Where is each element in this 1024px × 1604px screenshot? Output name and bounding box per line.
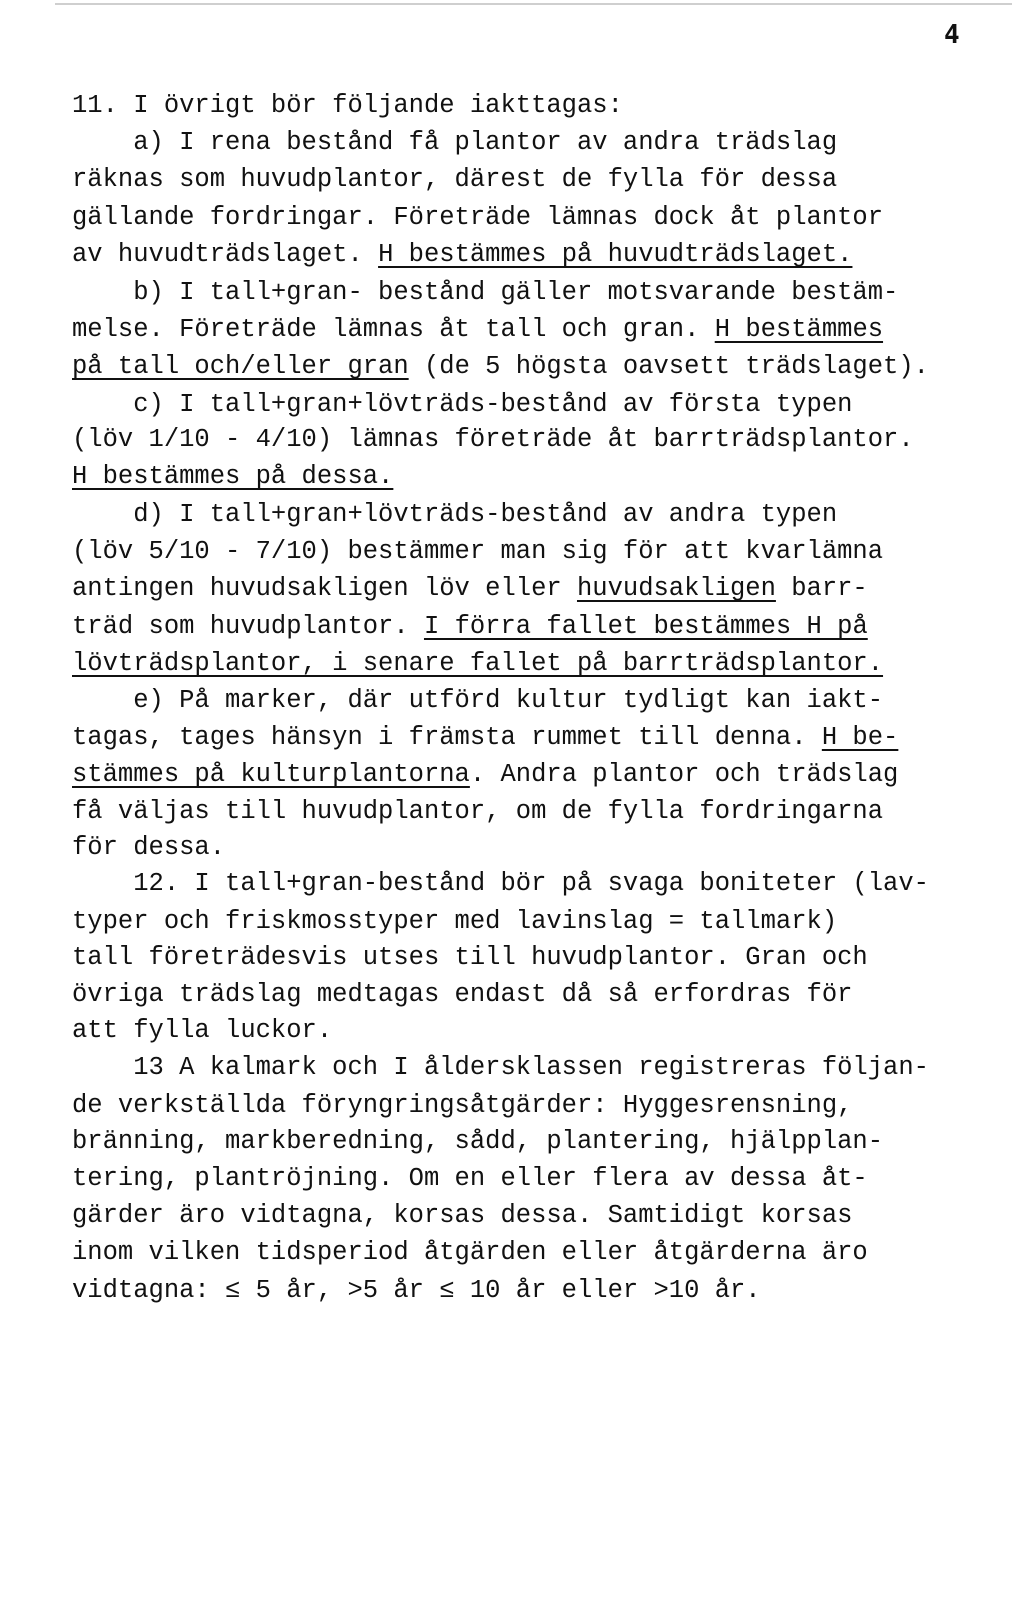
text-span: de verkställda föryngringsåtgärder: Hyggesrensning, bbox=[72, 1091, 853, 1120]
text-line bbox=[72, 830, 1012, 866]
text-span: antingen huvudsakligen löv eller bbox=[72, 574, 577, 603]
text-line bbox=[72, 459, 1012, 495]
text-span: e) På marker, där utförd kultur tydligt kan iakt- bbox=[72, 686, 884, 715]
underlined-text: H bestämmes på huvudträdslaget. bbox=[378, 240, 853, 269]
text-span: tall företrädesvis utses till huvudplantor. Gran och bbox=[72, 943, 868, 972]
text-line bbox=[72, 977, 1012, 1013]
text-line bbox=[72, 940, 1012, 976]
text-span: inom vilken tidsperiod åtgärden eller åtgärderna äro bbox=[72, 1238, 868, 1267]
text-line bbox=[72, 162, 1012, 198]
text-line bbox=[72, 88, 1012, 124]
text-line bbox=[72, 1235, 1012, 1271]
text-line bbox=[72, 349, 1012, 385]
text-line bbox=[72, 312, 1012, 348]
text-line bbox=[72, 125, 1012, 161]
text-span: vidtagna: ≤ 5 år, >5 år ≤ 10 år eller >10 år. bbox=[72, 1276, 761, 1305]
text-line bbox=[72, 683, 1012, 719]
underlined-text: H bestämmes bbox=[714, 315, 884, 344]
text-line bbox=[72, 534, 1012, 570]
text-span: c) I tall+gran+lövträds-bestånd av första typen bbox=[72, 390, 853, 419]
underlined-text: H be- bbox=[821, 723, 899, 752]
text-line bbox=[72, 646, 1012, 682]
underlined-text: huvudsakligen bbox=[576, 574, 776, 603]
text-line bbox=[72, 1050, 1012, 1086]
text-line bbox=[72, 720, 1012, 756]
text-line bbox=[72, 200, 1012, 236]
text-span: a) I rena bestånd få plantor av andra trädslag bbox=[72, 128, 838, 157]
text-line bbox=[72, 1124, 1012, 1160]
text-line bbox=[72, 757, 1012, 793]
underlined-text: lövträdsplantor, i senare fallet på barrträdsplantor. bbox=[72, 649, 884, 678]
text-line bbox=[72, 866, 1012, 902]
underlined-text: stämmes på kulturplantorna bbox=[72, 760, 470, 789]
text-span: bränning, markberedning, sådd, plantering, hjälpplan- bbox=[72, 1127, 884, 1156]
text-line bbox=[72, 1273, 1012, 1309]
page-number: 4 bbox=[944, 20, 960, 50]
text-line bbox=[72, 904, 1012, 940]
text-line bbox=[72, 237, 1012, 273]
underlined-text: på tall och/eller gran bbox=[72, 352, 409, 381]
underlined-text: I förra fallet bestämmes H på bbox=[423, 612, 868, 641]
text-span: (de 5 högsta oavsett trädslaget). bbox=[408, 352, 929, 381]
text-span: 12. I tall+gran-bestånd bör på svaga boniteter (lav- bbox=[72, 869, 929, 898]
text-span: b) I tall+gran- bestånd gäller motsvarande bestäm- bbox=[72, 278, 899, 307]
text-line bbox=[72, 387, 1012, 423]
scan-edge-line bbox=[55, 3, 1012, 5]
text-span: barr- bbox=[775, 574, 868, 603]
text-span: att fylla luckor. bbox=[72, 1016, 333, 1045]
text-span: tering, plantröjning. Om en eller flera av dessa åt- bbox=[72, 1164, 868, 1193]
underlined-text: H bestämmes på dessa. bbox=[72, 462, 394, 491]
text-line bbox=[72, 422, 1012, 458]
text-span: tagas, tages hänsyn i främsta rummet till denna. bbox=[72, 723, 822, 752]
text-span: . Andra plantor och trädslag bbox=[469, 760, 899, 789]
text-span: för dessa. bbox=[72, 833, 226, 862]
text-line bbox=[72, 275, 1012, 311]
text-span: (löv 5/10 - 7/10) bestämmer man sig för att kvarlämna bbox=[72, 537, 884, 566]
text-line bbox=[72, 609, 1012, 645]
text-span: d) I tall+gran+lövträds-bestånd av andra typen bbox=[72, 500, 838, 529]
text-span: få väljas till huvudplantor, om de fylla fordringarna bbox=[72, 797, 884, 826]
text-span: melse. Företräde lämnas åt tall och gran. bbox=[72, 315, 715, 344]
text-line bbox=[72, 1198, 1012, 1234]
text-span: av huvudträdslaget. bbox=[72, 240, 379, 269]
text-line bbox=[72, 571, 1012, 607]
text-line bbox=[72, 1013, 1012, 1049]
text-span: gärder äro vidtagna, korsas dessa. Samtidigt korsas bbox=[72, 1201, 853, 1230]
text-span: övriga trädslag medtagas endast då så erfordras för bbox=[72, 980, 853, 1009]
text-span: gällande fordringar. Företräde lämnas dock åt plantor bbox=[72, 203, 884, 232]
text-span: räknas som huvudplantor, därest de fylla för dessa bbox=[72, 165, 838, 194]
text-span: 11. I övrigt bör följande iakttagas: bbox=[72, 91, 623, 120]
text-span: (löv 1/10 - 4/10) lämnas företräde åt barrträdsplantor. bbox=[72, 425, 914, 454]
text-span: träd som huvudplantor. bbox=[72, 612, 424, 641]
text-line bbox=[72, 794, 1012, 830]
text-line bbox=[72, 1161, 1012, 1197]
text-line bbox=[72, 497, 1012, 533]
text-span: 13 A kalmark och I åldersklassen registreras följan- bbox=[72, 1053, 929, 1082]
text-span: typer och friskmosstyper med lavinslag = tallmark) bbox=[72, 907, 838, 936]
text-line bbox=[72, 1088, 1012, 1124]
